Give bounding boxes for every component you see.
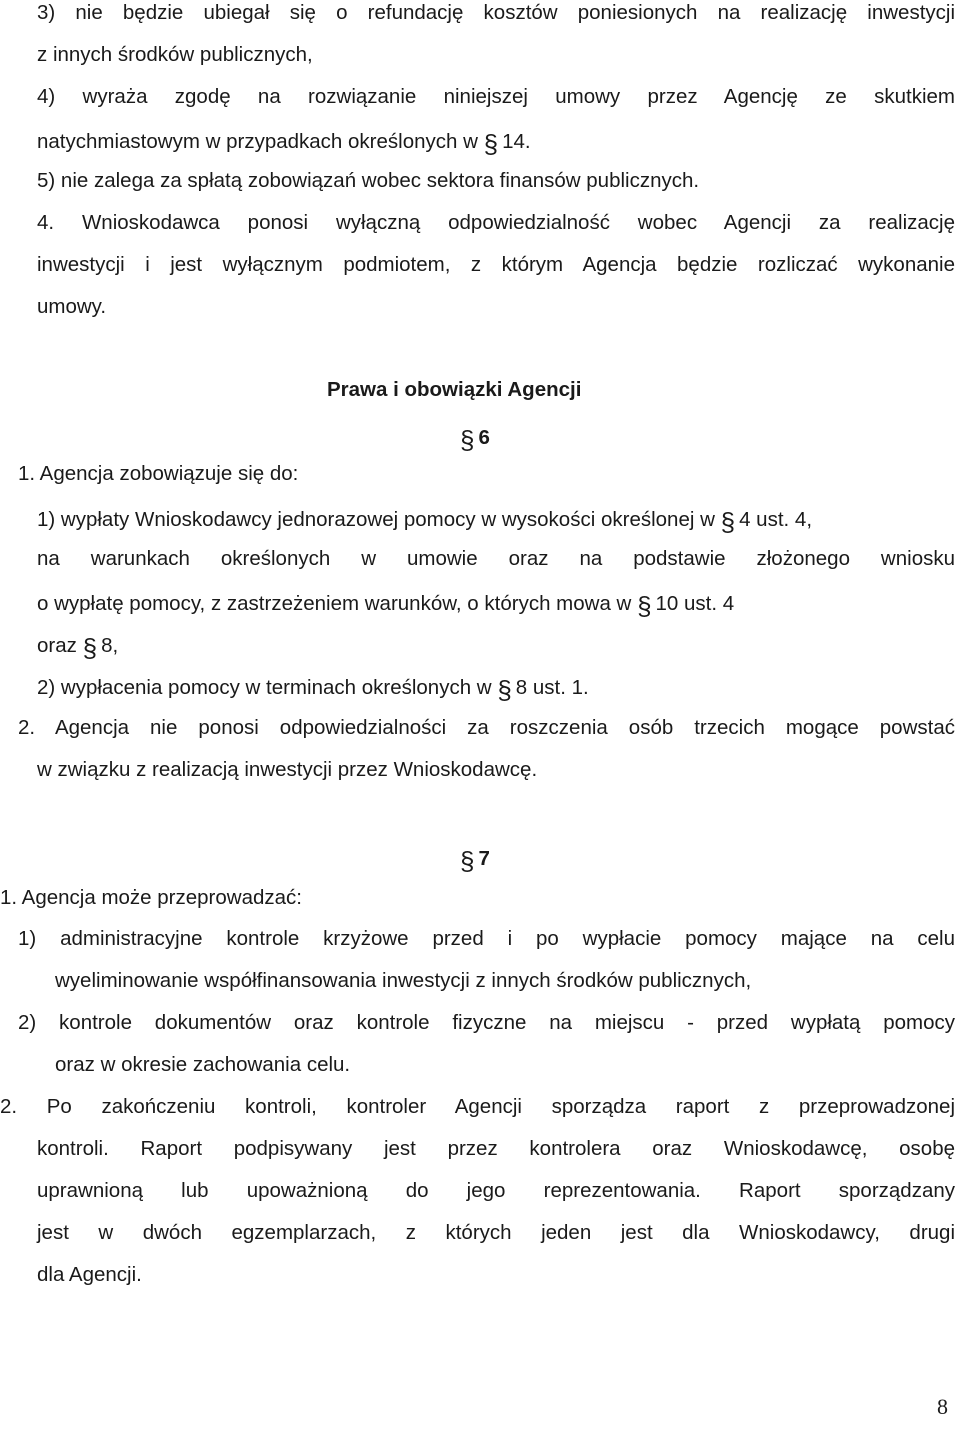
section-sign: § [497,675,512,705]
section-sign: § [637,591,652,621]
text-run: natychmiastowym w przypadkach określonych w [37,130,478,153]
section-sign: § [460,846,475,876]
list-item: 2) kontrole dokumentów oraz kontrole fizyczne na miejscu - przed wypłatą pomocy [18,1011,955,1034]
text-run: 2) wypłacenia pomocy w terminach określonych w [37,676,492,699]
section-sign: § [82,633,98,663]
paragraph-line: inwestycji i jest wyłącznym podmiotem, z którym Agencja będzie rozliczać wykonanie [37,253,955,276]
list-item-continuation [37,126,531,159]
list-item [37,504,813,537]
list-item-continuation: na warunkach określonych w umowie oraz na podstawie złożonego wniosku [37,547,955,570]
section-number-value: 7 [478,847,490,870]
list-item [37,672,589,705]
paragraph-line: kontroli. Raport podpisywany jest przez kontrolera oraz Wnioskodawcę, osobę [37,1137,955,1160]
paragraph: 2. Po zakończeniu kontroli, kontroler Agencji sporządza raport z przeprowadzonej [0,1095,955,1118]
text-run: 10 ust. 4 [655,592,735,615]
page-number: 8 [937,1394,948,1419]
section-number [460,422,490,455]
list-item: 5) nie zalega za spłatą zobowiązań wobec sektora finansów publicznych. [37,169,700,192]
paragraph-line: dla Agencji. [37,1263,142,1286]
list-item-continuation: oraz w okresie zachowania celu. [55,1053,351,1076]
paragraph: 2. Agencja nie ponosi odpowiedzialności za roszczenia osób trzecich mogące powstać [18,716,955,739]
text-run: 8, [101,634,119,657]
section-number-value: 6 [478,426,490,449]
list-item: 4) wyraża zgodę na rozwiązanie niniejszej umowy przez Agencję ze skutkiem [37,85,955,108]
text-run: 1) wypłaty Wnioskodawcy jednorazowej pomocy w wysokości określonej w [37,508,715,531]
section-heading: Prawa i obowiązki Agencji [327,378,582,401]
text-run: 4 ust. 4, [739,508,813,531]
paragraph: 4. Wnioskodawca ponosi wyłączną odpowiedzialność wobec Agencji za realizację [37,211,955,234]
list-item-continuation [37,630,119,663]
list-item-continuation [37,588,735,621]
text-run: 14. [502,130,531,153]
paragraph-line: w związku z realizacją inwestycji przez Wnioskodawcę. [37,758,538,781]
section-sign: § [720,507,736,537]
paragraph-line: jest w dwóch egzemplarzach, z których jeden jest dla Wnioskodawcy, drugi [37,1221,955,1244]
list-item: 3) nie będzie ubiegał się o refundację kosztów poniesionych na realizację inwestycji [37,1,955,24]
list-item-continuation: wyeliminowanie współfinansowania inwestycji z innych środków publicznych, [55,969,752,992]
text-run: o wypłatę pomocy, z zastrzeżeniem warunków, o których mowa w [37,592,632,615]
paragraph: 1. Agencja zobowiązuje się do: [18,462,299,485]
list-item: 1) administracyjne kontrole krzyżowe przed i po wypłacie pomocy mające na celu [18,927,955,950]
paragraph-line: umowy. [37,295,107,318]
list-item-continuation: z innych środków publicznych, [37,43,313,66]
section-sign: § [483,129,499,159]
text-run: oraz [37,634,77,657]
section-sign: § [460,425,475,455]
text-run: 8 ust. 1. [515,676,589,699]
section-number [460,843,490,876]
paragraph: 1. Agencja może przeprowadzać: [0,886,302,909]
paragraph-line: uprawnioną lub upoważnioną do jego reprezentowania. Raport sporządzany [37,1179,955,1202]
